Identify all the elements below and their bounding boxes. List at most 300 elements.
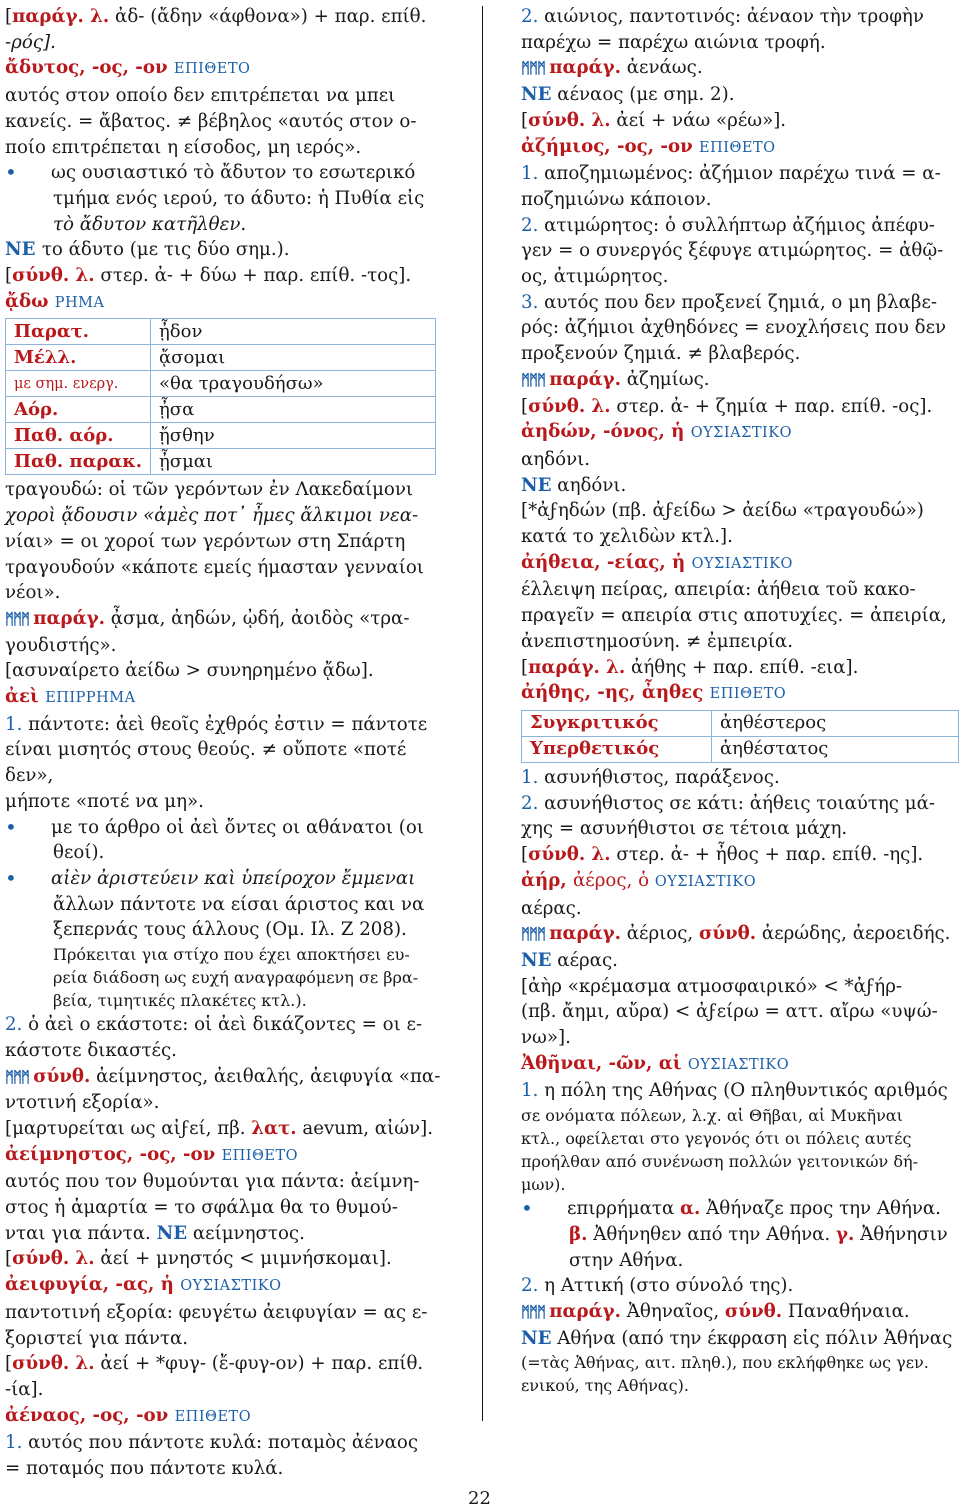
dictionary-line: [5, 943, 443, 966]
line-segment: στερ. ἀ- + ζημία + παρ. επίθ. -ος].: [610, 395, 933, 417]
form-value: ᾖσμαι: [151, 449, 436, 475]
derivatives-icon: ᛗᛗᛗ: [521, 925, 550, 944]
line-segment: ΕΠΙΘΕΤΟ: [699, 139, 776, 156]
dictionary-line: [5, 1012, 443, 1038]
line-segment: ΕΠΙΘΕΤΟ: [173, 61, 251, 78]
line-segment: ἀήθεια, -είας, ἡ: [521, 551, 692, 573]
page-number: 22: [468, 1488, 491, 1509]
dictionary-line: [521, 1150, 955, 1173]
line-segment: αέναος (με σημ. 2).: [551, 84, 735, 106]
line-segment: αείμνηστος.: [187, 1222, 305, 1244]
form-value: ᾔσθην: [151, 423, 436, 449]
line-segment: ΟΥΣΙΑΣΤΙΚΟ: [690, 425, 792, 442]
line-segment: [: [521, 109, 529, 131]
dictionary-line: [521, 447, 955, 473]
dictionary-line: [521, 948, 955, 974]
dictionary-line: [5, 866, 443, 892]
line-segment: η πόλη της Αθήνας (Ο πληθυντικός αριθμός: [538, 1080, 948, 1102]
form-label: Αόρ.: [6, 397, 151, 423]
line-segment: παράγ.: [549, 57, 621, 79]
line-segment: σύνθ.: [699, 923, 757, 945]
derivatives-icon: ᛗᛗᛗ: [521, 370, 550, 389]
table-row: [6, 397, 436, 423]
line-segment: ατιμώρητος: ὁ συλλήπτωρ ἀζήμιος ἀπέφυ-: [538, 214, 935, 236]
dictionary-line: [5, 633, 443, 659]
line-segment: ΟΥΣΙΑΣΤΙΚΟ: [687, 1056, 790, 1073]
line-segment: σύνθ. λ.: [12, 265, 95, 287]
table-row: [6, 449, 436, 475]
line-segment: προήλθαν από συνένωση πολλών γειτονικών δή-: [521, 1152, 918, 1172]
dictionary-line: [5, 1090, 443, 1116]
dictionary-line: [521, 1078, 955, 1104]
dictionary-line: [5, 840, 443, 866]
line-segment: α.: [680, 1198, 701, 1220]
dictionary-line: [5, 606, 443, 633]
line-segment: αυτός στον οποίο δεν επιτρέπεται να μπει: [5, 85, 396, 107]
line-segment: β.: [569, 1223, 588, 1245]
line-segment: ἄδυτος, -ος, -ον: [5, 57, 174, 79]
line-segment: νω»].: [521, 1027, 571, 1049]
line-segment: ΕΠΙΘΕΤΟ: [221, 1147, 299, 1164]
line-segment: παράγ.: [549, 923, 621, 945]
line-segment: τραγουδούν «κάποτε εμείς ήμασταν γενναίοι: [5, 556, 424, 578]
line-segment: σύνθ. λ.: [12, 1248, 95, 1270]
line-segment: ἀεί + νάω «ρέω»].: [610, 109, 787, 131]
form-label: Παθ. αόρ.: [6, 423, 151, 449]
dictionary-line: [521, 82, 955, 108]
dictionary-line: [521, 765, 955, 791]
dictionary-line: [5, 1195, 443, 1221]
dictionary-line: [5, 160, 443, 186]
dictionary-line: [521, 290, 955, 316]
line-segment: παράγ. λ.: [12, 6, 110, 27]
line-segment: ασυνήθιστος σε κάτι: ἀήθεις τοιαύτης μά-: [538, 792, 935, 814]
dictionary-line: [5, 1246, 443, 1272]
dictionary-line: [521, 1051, 955, 1079]
line-segment: νται για πάντα.: [5, 1222, 157, 1244]
dictionary-line: [521, 238, 955, 264]
dictionary-line: [5, 1116, 443, 1142]
line-segment: 2.: [521, 6, 539, 27]
line-segment: ος, ἀτιμώρητος.: [521, 266, 669, 288]
form-value: ἀηθέστερος: [712, 710, 959, 736]
dictionary-line: [521, 367, 955, 394]
line-segment: ἀήθης, -ης, ἆηθες: [521, 682, 710, 704]
dictionary-line: [5, 1326, 443, 1352]
dictionary-line: [521, 4, 955, 30]
dictionary-line: [521, 974, 955, 1000]
form-value: ᾄσομαι: [151, 345, 436, 371]
line-segment: ὁ ἀεὶ ο εκάστοτε: οἱ ἀεὶ δικάζοντες = οι ε-: [22, 1014, 423, 1036]
line-segment: σύνθ.: [33, 1065, 91, 1087]
table-row: [522, 710, 959, 736]
line-segment: ΟΥΣΙΑΣΤΙΚΟ: [691, 555, 793, 572]
dictionary-line: [5, 789, 443, 815]
line-segment: [ασυναίρετο ἀείδω > συνηρημένο ᾄδω].: [5, 660, 374, 682]
line-segment: ᾆσμα, ἀηδών, ᾠδή, ἀοιδὸς «τρα-: [104, 607, 410, 629]
dictionary-line: [521, 264, 955, 290]
table-row: [6, 423, 436, 449]
line-segment: ασυνήθιστος, παράξενος.: [538, 766, 780, 788]
line-segment: ως ουσιαστικό τὸ ἄδυτον το εσωτερικό: [51, 162, 416, 184]
dictionary-line: [521, 1248, 955, 1274]
line-segment: κάστοτε δικαστές.: [5, 1039, 177, 1061]
line-segment: η Αττική (στο σύνολό της).: [538, 1275, 794, 1297]
line-segment: 2.: [521, 214, 539, 236]
line-segment: γουδιστής».: [5, 634, 117, 656]
line-segment: σύνθ. λ.: [528, 395, 611, 417]
line-segment: αέρας.: [551, 949, 618, 971]
dictionary-line: [5, 1142, 443, 1170]
dictionary-line: [5, 892, 443, 918]
dictionary-line: [5, 815, 443, 841]
line-segment: [: [5, 6, 13, 27]
line-segment: ενικού, της Αθήνας).: [521, 1376, 689, 1396]
form-label: με σημ. ενεργ.: [6, 371, 151, 397]
line-segment: γεν = ο συνεργός ξέφυγε ατιμώρητος. = ἀθῷ-: [521, 240, 944, 262]
dictionary-line: [5, 712, 443, 738]
dictionary-line: [521, 187, 955, 213]
dictionary-line: [5, 1272, 443, 1300]
line-segment: μήποτε «ποτέ να μη».: [5, 790, 204, 812]
line-segment: αυτός που τον θυμούνται για πάντα: ἀείμνη-: [5, 1171, 420, 1193]
dictionary-line: [521, 1326, 955, 1352]
dictionary-line: [521, 629, 955, 655]
line-segment: [μαρτυρείται ως αἰϝεί, πβ.: [5, 1117, 252, 1139]
dictionary-line: [521, 498, 955, 524]
line-segment: ντοτινή εξορία».: [5, 1092, 160, 1114]
line-segment: (πβ. ἄημι, αὔρα) < ἀϝείρω = αττ. αἴρω «υψώ-: [521, 1001, 938, 1023]
line-segment: ἀνεπιστημοσύνη. ≠ ἐμπειρία.: [521, 630, 793, 652]
line-segment: [*ἀϝηδών (πβ. ἀϝείδω > ἀείδω «τραγουδώ»): [521, 500, 924, 522]
table-row: [6, 345, 436, 371]
form-value: ᾖσα: [151, 397, 436, 423]
line-segment: ἀεὶ: [5, 686, 46, 708]
comparison-table: [521, 710, 959, 763]
dictionary-line: [521, 419, 955, 447]
line-segment: ἀζημίως.: [620, 368, 710, 390]
dictionary-line: [521, 341, 955, 367]
line-segment: ποίο επιτρέπεται η είσοδος, μη ιερός».: [5, 136, 362, 158]
table-row: [6, 371, 436, 397]
line-segment: αηδόνι.: [551, 474, 627, 496]
dictionary-line: [521, 134, 955, 162]
line-segment: παράγ. λ.: [528, 656, 626, 678]
line-segment: μων).: [521, 1175, 566, 1195]
dictionary-line: [521, 921, 955, 948]
line-segment: ΝΕ: [521, 1327, 552, 1349]
line-segment: 2.: [5, 1014, 23, 1036]
line-segment: αηδόνι.: [521, 448, 591, 470]
dictionary-line: [5, 555, 443, 581]
form-label: Συγκριτικός: [522, 710, 712, 736]
right-entries-bottom: [521, 765, 955, 1397]
line-segment: ξεπερνάς τους άλλους (Ομ. Ιλ. Ζ 208).: [53, 919, 407, 941]
line-segment: τμήμα ενός ιερού, το άδυτο: ἡ Πυθία εἰς: [53, 187, 425, 209]
line-segment: = ποταμός που πάντοτε κυλά.: [5, 1458, 284, 1480]
line-segment: κανείς. = ἄβατος. ≠ βέβηλος «αυτός στον ο-: [5, 110, 417, 132]
line-segment: παράγ.: [549, 1300, 621, 1322]
derivatives-icon: ᛗᛗᛗ: [521, 59, 550, 78]
line-segment: έλλειψη πείρας, απειρία: ἀήθεια τοῦ κακο-: [521, 579, 916, 601]
line-segment: ποζημιώνω κάποιον.: [521, 188, 712, 210]
dictionary-line: [521, 473, 955, 499]
line-segment: ἀέρος, ὁ: [572, 869, 655, 891]
line-segment: το άδυτο (με τις δύο σημ.).: [41, 239, 290, 261]
form-label: Μέλλ.: [6, 345, 151, 371]
line-segment: [: [5, 1248, 13, 1270]
dictionary-line: [521, 1025, 955, 1051]
line-segment: (=τὰς Ἀθήνας, αιτ. πληθ.), που εκλήφθηκε ως γεν.: [521, 1353, 929, 1373]
line-segment: στην Αθήνα.: [569, 1249, 684, 1271]
line-segment: [: [5, 1353, 13, 1375]
line-segment: [: [5, 265, 13, 287]
form-label: Παθ. παρακ.: [6, 449, 151, 475]
line-segment: ΟΥΣΙΑΣΤΙΚΟ: [654, 873, 757, 890]
form-label: Υπερθετικός: [522, 736, 712, 762]
dictionary-line: [5, 477, 443, 503]
line-segment: νίαι» = οι χοροί των γερόντων στη Σπάρτη: [5, 530, 406, 552]
line-segment: ΝΕ: [521, 84, 552, 106]
line-segment: 3.: [521, 291, 539, 313]
line-segment: σύνθ. λ.: [12, 1353, 95, 1375]
line-segment: Ἀθῆναι, -ῶν, αἱ: [521, 1052, 688, 1074]
line-segment: αἰὲν ἀριστεύειν καὶ ὑπείροχον ἔμμεναι: [51, 867, 416, 889]
line-segment: σύνθ. λ.: [528, 109, 611, 131]
derivatives-icon: ᛗᛗᛗ: [521, 1302, 550, 1321]
line-segment: ΝΕ: [521, 474, 552, 496]
line-segment: ἀειφυγία, -ας, ἡ: [5, 1274, 181, 1296]
dictionary-line: [521, 55, 955, 82]
line-segment: 1.: [521, 163, 539, 185]
dictionary-line: [521, 1374, 955, 1397]
dictionary-line: [5, 1430, 443, 1456]
line-segment: σύνθ.: [724, 1300, 783, 1322]
dictionary-line: [521, 213, 955, 239]
dictionary-line: [5, 684, 443, 712]
dictionary-line: [5, 55, 443, 83]
line-segment: -ρός].: [5, 31, 56, 53]
dictionary-line: [521, 816, 955, 842]
line-segment: ἄλλων πάντοτε να είσαι άριστος και να: [53, 893, 425, 915]
line-segment: ΕΠΙΡΡΗΜΑ: [45, 690, 136, 707]
dictionary-line: [521, 1222, 955, 1248]
line-segment: παράγ.: [549, 368, 621, 390]
line-segment: ἀήθης + παρ. επίθ. -εια].: [625, 656, 859, 678]
line-segment: θεοί).: [53, 842, 105, 864]
form-value: ἀηθέστατος: [712, 736, 959, 762]
line-segment: κατά το χελιδὼν κτλ.].: [521, 526, 733, 548]
line-segment: Ἀθήνηθεν από την Αθήνα.: [587, 1223, 836, 1245]
dictionary-line: [521, 315, 955, 341]
dictionary-line: [5, 30, 443, 56]
line-segment: 1.: [521, 1080, 539, 1102]
dictionary-line: [521, 108, 955, 134]
line-segment: 2.: [521, 1275, 539, 1297]
dictionary-line: [5, 1064, 443, 1091]
line-segment: σε ονόματα πόλεων, λ.χ. αἱ Θῆβαι, αἱ Μυκῆναι: [521, 1106, 903, 1126]
dictionary-line: [5, 989, 443, 1012]
dictionary-line: [5, 1351, 443, 1402]
dictionary-line: [521, 550, 955, 578]
line-segment: γ.: [836, 1223, 855, 1245]
line-segment: Αθήνα (από την έκφραση εἰς πόλιν Ἀθήνας: [551, 1327, 953, 1349]
dictionary-line: [5, 1403, 443, 1431]
line-segment: πάντοτε: ἀεὶ θεοῖς ἐχθρός ἐστιν = πάντοτε: [22, 713, 428, 735]
table-row: [6, 319, 436, 345]
line-segment: ξοριστεί για πάντα.: [5, 1327, 189, 1349]
line-segment: ρός: ἀζήμιοι ἀχθηδόνες = ενοχλήσεις που δεν: [521, 317, 947, 339]
line-segment: στερ. ἀ- + δύω + παρ. επίθ. -τος].: [94, 265, 412, 287]
dictionary-line: [5, 109, 443, 135]
line-segment: αυτός που δεν προξενεί ζημιά, ο μη βλαβε-: [538, 291, 938, 313]
right-column: [521, 4, 955, 1397]
line-segment: 2.: [521, 792, 539, 814]
line-segment: με το άρθρο οἱ ἀεὶ ὄντες οι αθάνατοι (οι: [51, 816, 424, 838]
dictionary-line: [5, 529, 443, 555]
line-segment: είναι μισητός στους θεούς. ≠ οὔποτε «ποτέ δεν»,: [5, 739, 407, 787]
line-segment: Ἀθήνησιν: [854, 1223, 948, 1245]
form-label: Παρατ.: [6, 319, 151, 345]
line-segment: σύνθ. λ.: [528, 844, 611, 866]
line-segment: ἀέριος,: [620, 923, 699, 945]
line-segment: ΟΥΣΙΑΣΤΙΚΟ: [180, 1278, 282, 1295]
line-segment: αιώνιος, παντοτινός: ἀέναον τὴν τροφὴν: [538, 6, 924, 27]
line-segment: ΕΠΙΘΕΤΟ: [174, 1408, 252, 1425]
left-column: [5, 4, 443, 1482]
dictionary-line: [5, 1221, 443, 1247]
dictionary-line: [5, 503, 443, 529]
line-segment: ἀείμνηστος, ἀειθαλής, ἀειφυγία «πα-: [90, 1065, 441, 1087]
line-segment: 1.: [521, 766, 539, 788]
dictionary-line: [5, 83, 443, 109]
line-segment: ἀεί + *φυγ- (ἔ-φυγ-ον) + παρ. επίθ. -ία].: [5, 1353, 424, 1400]
line-segment: ἀέναος, -ος, -ον: [5, 1404, 175, 1426]
line-segment: ἀερώδης, ἀεροειδής.: [756, 923, 951, 945]
dictionary-line: [521, 1173, 955, 1196]
line-segment: επιρρήματα: [567, 1198, 681, 1220]
line-segment: βεία, τιμητικές πλακέτες κτλ.).: [53, 991, 307, 1011]
dictionary-line: [521, 161, 955, 187]
line-segment: στερ. ἀ- + ἦθος + παρ. επίθ. -ης].: [610, 844, 924, 866]
line-segment: 1.: [5, 713, 23, 735]
line-segment: 1.: [5, 1432, 23, 1454]
line-segment: παράγ.: [33, 607, 105, 629]
line-segment: [: [521, 656, 529, 678]
line-segment: ᾄδω: [5, 290, 55, 312]
line-segment: ἀηδών, -όνος, ἡ: [521, 421, 691, 443]
line-segment: παντοτινή εξορία: φευγέτω ἀειφυγίαν = ας ε-: [5, 1301, 428, 1323]
line-segment: Παναθήναια.: [782, 1300, 910, 1322]
dictionary-line: [521, 868, 955, 896]
dictionary-line: [521, 791, 955, 817]
dictionary-line: [5, 186, 443, 212]
dictionary-line: [5, 1456, 443, 1482]
line-segment: Ἀθήναζε προς την Αθήνα.: [700, 1198, 941, 1220]
line-segment: ΕΠΙΘΕΤΟ: [709, 686, 787, 703]
dictionary-line: [521, 680, 955, 708]
line-segment: ἀήρ,: [521, 869, 573, 891]
line-segment: ἀδ- (ἄδην «άφθονα») + παρ. επίθ.: [109, 6, 427, 27]
line-segment: τὸ ἄδυτον κατῆλθεν.: [53, 213, 247, 235]
line-segment: στος ἡ ἁμαρτία = το σφάλμα θα το θυμού-: [5, 1197, 398, 1219]
dictionary-line: [5, 237, 443, 263]
line-segment: παρέχω = παρέχω αιώνια τροφή.: [521, 31, 826, 53]
dictionary-line: [5, 966, 443, 989]
line-segment: αποζημιωμένος: ἀζήμιον παρέχω τινά = α-: [538, 163, 941, 185]
dictionary-line: [5, 1038, 443, 1064]
dictionary-line: [5, 917, 443, 943]
line-segment: λατ.: [251, 1117, 297, 1139]
dictionary-line: [521, 524, 955, 550]
dictionary-line: [5, 1300, 443, 1326]
form-value: ᾖδον: [151, 319, 436, 345]
dictionary-line: [5, 135, 443, 161]
dictionary-line: [521, 603, 955, 629]
line-segment: Πρόκειται για στίχο που έχει αποκτήσει ευ-: [53, 945, 410, 965]
line-segment: χης = ασυνήθιστοι σε τέτοια μάχη.: [521, 818, 848, 840]
line-segment: κτλ., οφείλεται στο γεγονός ότι οι πόλεις αυτές: [521, 1129, 912, 1149]
derivatives-icon: ᛗᛗᛗ: [5, 1067, 34, 1086]
dictionary-line: [521, 1127, 955, 1150]
dictionary-line: [521, 394, 955, 420]
line-segment: πραγεῖν = απειρία στις αποτυχίες. = ἀπειρία,: [521, 605, 947, 627]
dictionary-line: [5, 212, 443, 238]
dictionary-line: [5, 580, 443, 606]
line-segment: χοροὶ ᾄδουσιν «ἁμὲς ποτ᾽ ἦμες ἄλκιμοι νεα-: [5, 505, 419, 527]
line-segment: [ἀὴρ «κρέμασμα ατμοσφαιρικό» < *ἀϝήρ-: [521, 975, 903, 997]
dictionary-line: [521, 1273, 955, 1299]
line-segment: ΝΕ: [156, 1222, 188, 1244]
line-segment: ρεία διάδοση ως ευχή αναγραφόμενη σε βρα-: [53, 968, 419, 988]
dictionary-line: [521, 577, 955, 603]
left-entries-top: [5, 4, 443, 316]
dictionary-line: [5, 1169, 443, 1195]
verb-conjugation-table: [5, 318, 436, 475]
dictionary-line: [521, 999, 955, 1025]
line-segment: ΡΗΜΑ: [54, 294, 105, 311]
line-segment: Ἀθηναῖος,: [620, 1300, 725, 1322]
line-segment: τραγουδώ: οἱ τῶν γερόντων ἐν Λακεδαίμονι: [5, 479, 414, 501]
line-segment: αυτός που πάντοτε κυλά: ποταμὸς ἀέναος: [22, 1432, 419, 1454]
line-segment: [: [521, 844, 529, 866]
form-value: «θα τραγουδήσω»: [151, 371, 436, 397]
table-row: [522, 736, 959, 762]
right-entries-top: [521, 4, 955, 708]
left-entries-bottom: [5, 477, 443, 1481]
line-segment: ΝΕ: [521, 949, 552, 971]
line-segment: ΝΕ: [5, 239, 42, 261]
dictionary-line: [521, 842, 955, 868]
derivatives-icon: ᛗᛗᛗ: [5, 609, 34, 628]
dictionary-line: [521, 1196, 955, 1222]
dictionary-line: [521, 1351, 955, 1374]
dictionary-line: [521, 896, 955, 922]
dictionary-line: [521, 1104, 955, 1127]
line-segment: νέοι».: [5, 582, 61, 604]
dictionary-line: [5, 289, 443, 317]
dictionary-line: [5, 737, 443, 788]
line-segment: ἀενάως.: [620, 57, 703, 79]
dictionary-line: [521, 30, 955, 56]
dictionary-line: [521, 1299, 955, 1326]
column-divider: [482, 6, 483, 1421]
line-segment: αέρας.: [521, 897, 582, 919]
line-segment: [: [521, 395, 529, 417]
dictionary-line: [5, 263, 443, 289]
dictionary-line: [5, 4, 443, 30]
line-segment: προξενούν ζημιά. ≠ βλαβερός.: [521, 343, 801, 365]
